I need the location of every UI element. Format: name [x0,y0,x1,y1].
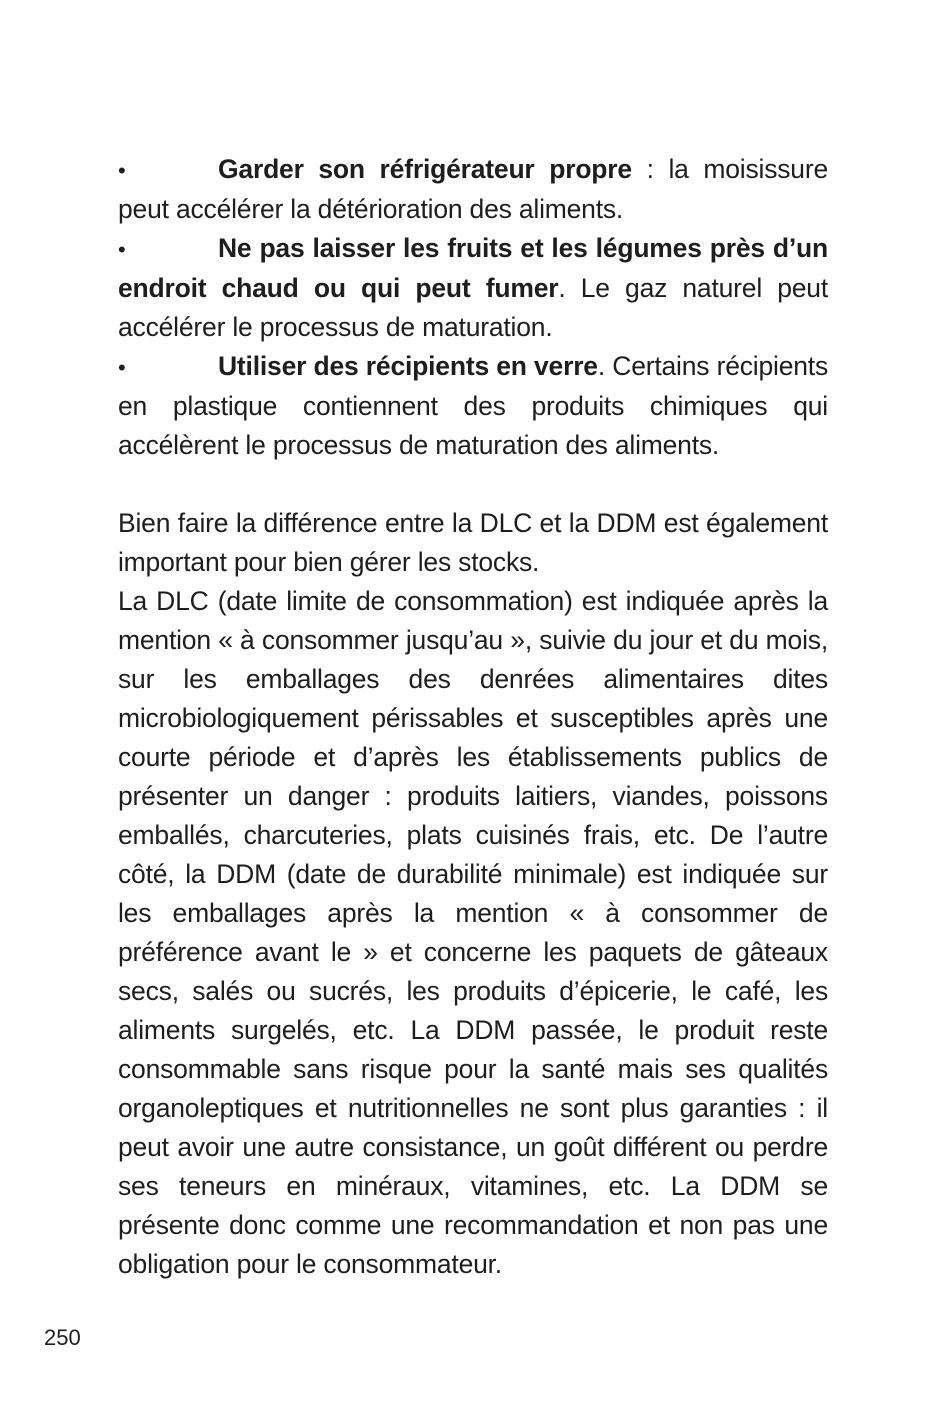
page-number: 250 [44,1325,81,1350]
bullet-item [118,150,828,229]
paragraph-spacer [118,465,828,504]
bullet-text: . Certains récipients en plastique contiennent des produits chimiques qui accélèrent le processus de maturation des aliments. [118,351,828,460]
bullet-marker: • [118,237,126,262]
page-content [118,150,828,1284]
bullet-text: . Le gaz naturel peut accélérer le processus de maturation. [118,273,829,342]
body-paragraph: La DLC (date limite de consommation) est indiquée après la mention « à consommer jusqu’au », suivie du jour et du mois, sur les emballages des denrées alimentaires dites microbiologiquement périssables et susceptibles après une courte période et d’après les établissements publics de présenter un danger : produits laitiers, viandes, poissons emballés, charcuteries, plats cuisinés frais, etc. De l’autre côté, la DDM (date de durabilité minimale) est indiquée sur les emballages après la mention « à consommer de préférence avant le » et concerne les paquets de gâteaux secs, salés ou sucrés, les produits d’épicerie, le café, les aliments surgelés, etc. La DDM passée, le produit reste consommable sans risque pour la santé mais ses qualités organoleptiques et nutritionnelles ne sont plus garanties : il peut avoir une autre consistance, un goût différent ou perdre ses teneurs en minéraux, vitamines, etc. La DDM se présente donc comme une recommandation et non pas une obligation pour le consommateur. [118,586,828,1279]
bullet-bold-text: Utiliser des récipients en verre [218,351,598,381]
bullet-bold-text: Garder son réfrigérateur propre [218,154,632,184]
bullet-text: : la moisissure peut accélérer la détérioration des aliments. [118,154,828,224]
bullet-item [118,229,828,347]
bullet-item [118,347,828,465]
bullet-marker: • [118,158,126,183]
bullet-marker: • [118,355,126,380]
bullet-bold-text: Ne pas laisser les fruits et les légumes près d’un endroit chaud ou qui peut fumer [118,233,828,303]
intro-paragraph: Bien faire la différence entre la DLC et la DDM est également important pour bien gérer les stocks. [118,508,828,577]
